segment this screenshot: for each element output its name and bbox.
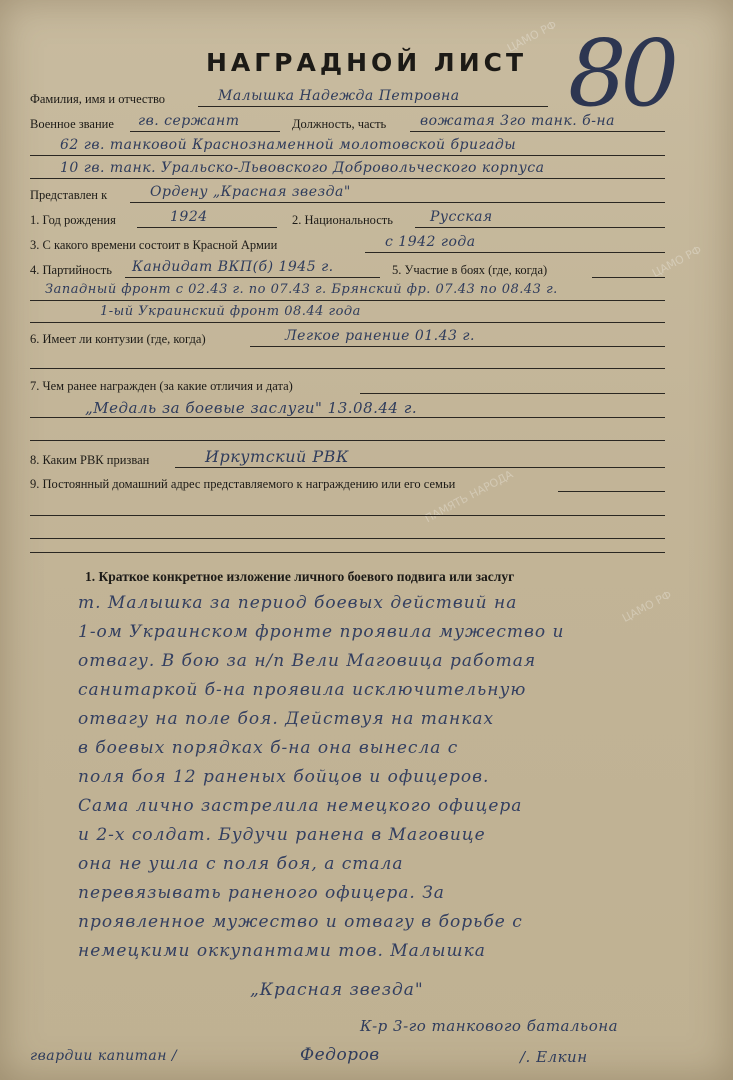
- feat-line: немецкими оккупантами тов. Малышка: [78, 941, 486, 961]
- battles-value-line1: Западный фронт с 02.43 г. по 07.43 г. Брянский фр. 07.43 по 08.43 г.: [45, 282, 558, 297]
- name-value: Малышка Надежда Петровна: [218, 88, 460, 104]
- feat-line: поля боя 12 раненых бойцов и офицеров.: [78, 767, 490, 787]
- watermark: ЦАМО РФ: [505, 18, 559, 55]
- rvk-label: 8. Каким РВК призван: [30, 453, 150, 467]
- birth-year-label: 1. Год рождения: [30, 213, 116, 227]
- army-since-value: с 1942 года: [385, 234, 476, 250]
- party-label: 4. Партийность: [30, 263, 112, 277]
- feat-line: и 2-х солдат. Будучи ранена в Маговице: [78, 825, 486, 845]
- contusion-value: Легкое ранение 01.43 г.: [285, 328, 475, 344]
- signature: Федоров: [300, 1045, 380, 1065]
- rank-label: Военное звание: [30, 117, 114, 131]
- army-since-label: 3. С какого времени состоит в Красной Армии: [30, 238, 278, 252]
- party-value: Кандидат ВКП(б) 1945 г.: [132, 259, 334, 275]
- watermark: ЦАМО РФ: [620, 588, 674, 625]
- battles-value-line2: 1-ый Украинский фронт 08.44 года: [100, 304, 361, 319]
- feat-line: санитаркой б-на проявила исключительную: [78, 680, 527, 700]
- commander-title: К-р 3-го танкового батальона: [360, 1017, 619, 1035]
- presented-label: Представлен к: [30, 188, 108, 202]
- award-quote: „Красная звезда": [250, 980, 424, 1000]
- feat-line: 1-ом Украинском фронте проявила мужество и: [78, 622, 565, 642]
- feat-heading: 1. Краткое конкретное изложение личного боевого подвига или заслуг: [85, 569, 515, 584]
- rank-value: гв. сержант: [138, 113, 240, 129]
- presented-value: Ордену „Красная звезда": [150, 184, 351, 200]
- watermark: ЦАМО РФ: [650, 243, 704, 280]
- nationality-label: 2. Национальность: [292, 213, 393, 227]
- feat-line: т. Малышка за период боевых действий на: [78, 593, 518, 613]
- feat-line: перевязывать раненого офицера. За: [78, 883, 445, 903]
- commander-rank: гвардии капитан /: [30, 1048, 178, 1064]
- watermark: ПАМЯТЬ НАРОДА: [422, 467, 516, 526]
- feat-line: проявленное мужество и отвагу в борьбе с: [78, 912, 523, 932]
- archive-number: 80: [568, 20, 674, 127]
- commander-name: /. Елкин: [520, 1048, 588, 1066]
- feat-line: в боевых порядках б-на она вынесла с: [78, 738, 459, 758]
- page-title: НАГРАДНОЙ ЛИСТ: [205, 48, 528, 77]
- feat-line: она не ушла с поля боя, а стала: [78, 854, 404, 874]
- address-label: 9. Постоянный домашний адрес представляемого к награждению или его семьи: [30, 477, 456, 491]
- position-label: Должность, часть: [292, 117, 387, 131]
- name-label: Фамилия, имя и отчество: [30, 92, 166, 106]
- position-value-line2: 62 гв. танковой Краснознаменной молотовской бригады: [60, 137, 517, 153]
- feat-line: отвагу. В бою за н/п Вели Маговица работая: [78, 651, 537, 671]
- contusion-label: 6. Имеет ли контузии (где, когда): [30, 332, 206, 346]
- prev-award-value: „Медаль за боевые заслуги" 13.08.44 г.: [85, 399, 418, 417]
- feat-line: отвагу на поле боя. Действуя на танках: [78, 709, 495, 729]
- position-value-line3: 10 гв. танк. Уральско-Львовского Добровольческого корпуса: [60, 160, 545, 176]
- battles-label: 5. Участие в боях (где, когда): [392, 263, 548, 277]
- birth-year-value: 1924: [170, 209, 208, 225]
- nationality-value: Русская: [430, 209, 493, 225]
- rvk-value: Иркутский РВК: [205, 447, 349, 466]
- feat-line: Сама лично застрелила немецкого офицера: [78, 796, 523, 816]
- prev-award-label: 7. Чем ранее награжден (за какие отличия и дата): [30, 379, 293, 393]
- position-value: вожатая 3го танк. б-на: [420, 113, 615, 129]
